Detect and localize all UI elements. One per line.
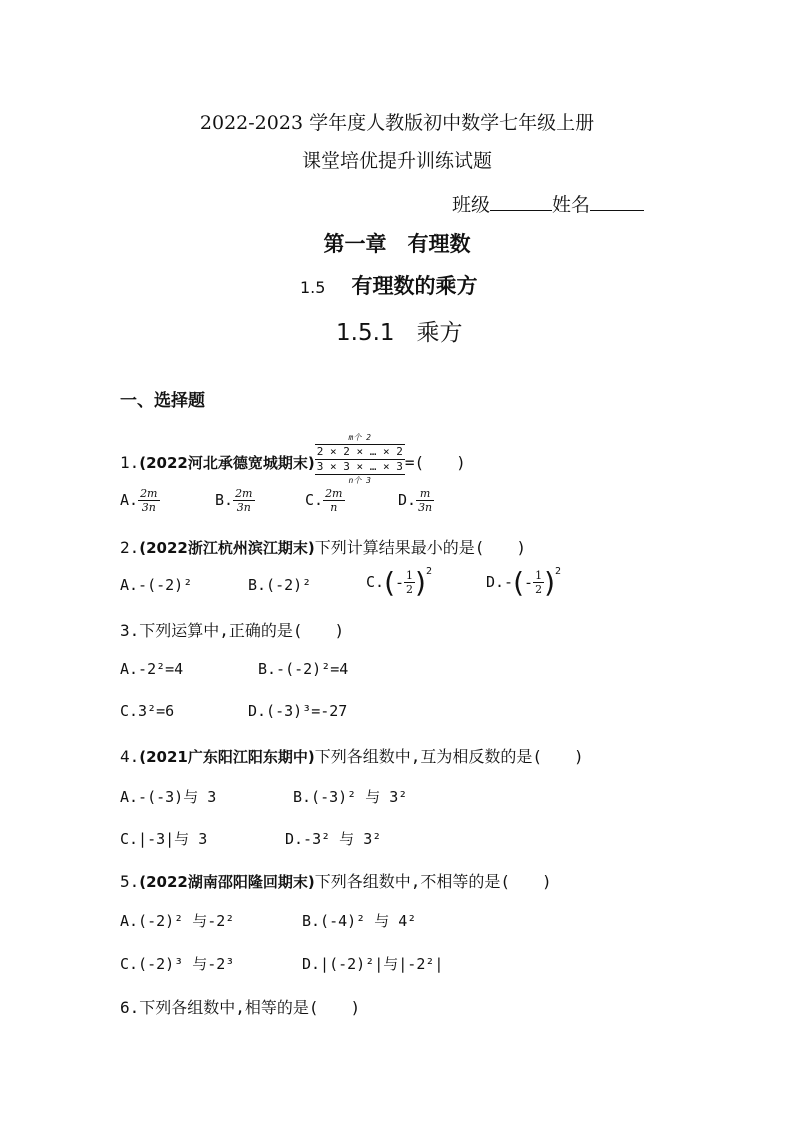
- document-title: 2022-2023 学年度人教版初中数学七年级上册: [199, 112, 595, 134]
- question-source: (2022浙江杭州滨江期末): [139, 539, 315, 557]
- question-source: (2021广东阳江阳东期中): [139, 748, 315, 766]
- numerator: 2 × 2 × … × 2: [316, 445, 403, 458]
- option-4b[interactable]: B.(-3)² 与 3²: [293, 788, 408, 806]
- part-title: 一、选择题: [120, 391, 205, 411]
- question-number: 4.: [120, 747, 140, 766]
- option-5a[interactable]: A.(-2)² 与-2²: [120, 912, 235, 930]
- bottom-brace-label: n个 3: [348, 476, 371, 485]
- option-5c[interactable]: C.(-2)³ 与-2³: [120, 955, 235, 973]
- section-title: [300, 270, 477, 300]
- question-number: 1.: [120, 453, 140, 472]
- section-number: 1.5: [300, 278, 326, 297]
- option-2a[interactable]: A.-(-2)²: [120, 576, 193, 594]
- option-4a[interactable]: A.-(-3)与 3: [120, 788, 217, 806]
- subsection-number: 1.5.1: [336, 320, 395, 346]
- option-3d[interactable]: D.(-3)³=-27: [248, 702, 348, 720]
- option-2b[interactable]: B.(-2)²: [248, 576, 312, 594]
- name-label: 姓名: [552, 194, 591, 216]
- section-name: 有理数的乘方: [351, 274, 478, 298]
- question-number: 2.: [120, 538, 140, 557]
- option-4c[interactable]: C.|-3|与 3: [120, 830, 208, 848]
- denominator: 3 × 3 × … × 3: [316, 460, 403, 473]
- option-4d[interactable]: D.-3² 与 3²: [285, 830, 382, 848]
- question-5: [120, 869, 552, 892]
- top-brace-label: m个 2: [348, 433, 371, 442]
- question-6: 6.下列各组数中,相等的是( ): [120, 998, 361, 1017]
- name-blank: [590, 192, 644, 211]
- question-1: [120, 433, 466, 487]
- option-3a[interactable]: A.-2²=4: [120, 660, 184, 678]
- subsection-title: [336, 314, 463, 347]
- option-1c[interactable]: C. $\frac{2m}{n}$: [305, 487, 343, 514]
- class-label: 班级: [452, 194, 491, 216]
- option-5d[interactable]: D.|(-2)²|与|-2²|: [302, 955, 444, 973]
- product-fraction: [315, 432, 405, 487]
- document-subtitle: 课堂培优提升训练试题: [301, 150, 492, 172]
- question-text: 下列计算结果最小的是( ): [314, 538, 527, 557]
- option-1d[interactable]: D. $\frac{m}{3n}$: [398, 487, 433, 514]
- option-5b[interactable]: B.(-4)² 与 4²: [302, 912, 417, 930]
- option-1a[interactable]: A. $\frac{2m}{3n}$: [120, 487, 158, 514]
- class-name-line: [452, 190, 644, 217]
- question-source: (2022河北承德宽城期末): [139, 454, 315, 472]
- option-3b[interactable]: B.-(-2)²=4: [258, 660, 349, 678]
- option-1b[interactable]: B. $\frac{2m}{3n}$: [215, 487, 253, 514]
- chapter-title: 第一章 有理数: [323, 232, 471, 256]
- option-3c[interactable]: C.3²=6: [120, 702, 175, 720]
- option-2d[interactable]: D.-(- $\frac{1}{2}$ )$^2$: [486, 566, 562, 599]
- question-text: 下列各组数中,互为相反数的是( ): [314, 747, 584, 766]
- question-4: [120, 744, 584, 767]
- class-blank: [490, 192, 552, 211]
- question-2: [120, 535, 526, 558]
- question-3: 3.下列运算中,正确的是( ): [120, 621, 345, 640]
- subsection-name: 乘方: [416, 320, 463, 346]
- question-source: (2022湖南邵阳隆回期末): [139, 873, 315, 891]
- option-2c[interactable]: C.(- $\frac{1}{2}$ )$^2$: [366, 566, 432, 599]
- question-text: 下列各组数中,不相等的是( ): [314, 872, 552, 891]
- question-number: 5.: [120, 872, 140, 891]
- answer-blank: =( ): [404, 453, 466, 472]
